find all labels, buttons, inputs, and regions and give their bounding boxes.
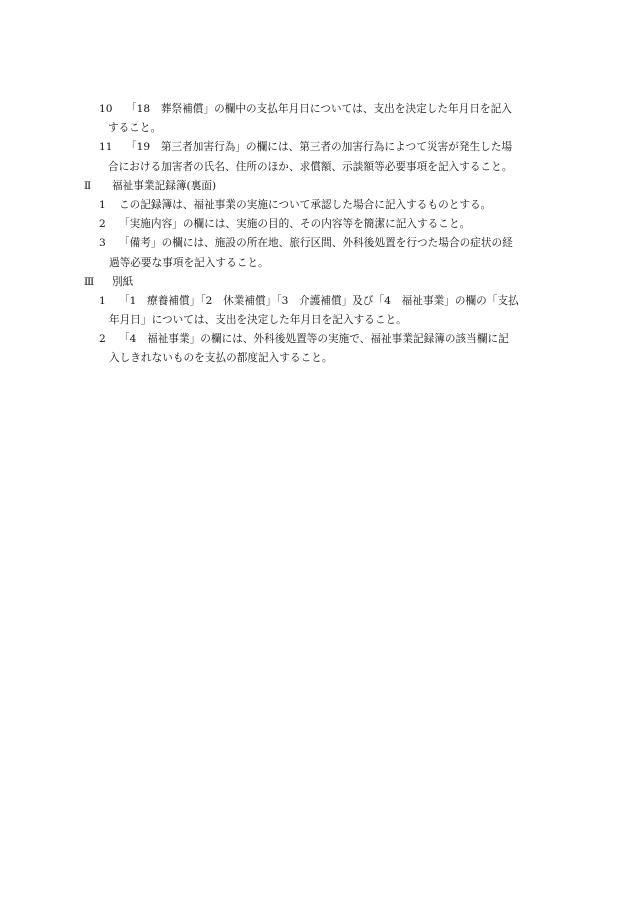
section-number: Ⅱ xyxy=(84,179,92,192)
section-title: 福祉事業記録簿(裏面) xyxy=(112,179,217,192)
list-item xyxy=(0,196,630,215)
item-number: 2 xyxy=(99,218,106,231)
item-text-line: 年月日」については、支出を決定した年月日を記入すること。 xyxy=(109,314,407,327)
item-number: 10 xyxy=(99,103,113,115)
section-heading-2 xyxy=(0,177,630,196)
item-number: 11 xyxy=(99,141,113,154)
list-item-11-continuation xyxy=(0,158,630,177)
item-text-line: 過等必要な事項を記入すること。 xyxy=(109,256,269,269)
document-body xyxy=(0,100,630,369)
item-text-line: 「4 福祉事業」の欄には、外科後処置等の実施で、福祉事業記録簿の該当欄に記 xyxy=(119,333,509,346)
item-text-line: 入しきれないものを支払の都度記入すること。 xyxy=(109,352,333,365)
item-number: 1 xyxy=(99,294,106,307)
list-item-continuation xyxy=(0,311,630,330)
list-item-continuation xyxy=(0,254,630,273)
item-text-line: この記録簿は、福祉事業の実施について承認した場合に記入するものとする。 xyxy=(119,198,492,211)
list-item-10-continuation xyxy=(0,119,630,138)
item-text-line: 「実施内容」の欄には、実施の目的、その内容等を簡潔に記入すること。 xyxy=(119,218,471,231)
list-item-11 xyxy=(0,138,630,157)
item-text-line: すること。 xyxy=(108,122,162,135)
list-item-10 xyxy=(0,100,630,119)
list-item xyxy=(0,234,630,253)
list-item-continuation xyxy=(0,349,630,368)
item-text-line: 「1 療養補償」「2 休業補償」「3 介護補償」及び「4 福祉事業」の欄の「支払 xyxy=(119,294,519,307)
item-number: 2 xyxy=(99,333,106,346)
section-number: Ⅲ xyxy=(84,275,95,288)
section-heading-3 xyxy=(0,273,630,292)
item-text-line: 「19 第三者加害行為」の欄には、第三者の加害行為によつて災害が発生した場 xyxy=(126,141,513,154)
item-number: 1 xyxy=(99,198,106,211)
list-item xyxy=(0,330,630,349)
list-item xyxy=(0,292,630,311)
section-title: 別紙 xyxy=(112,275,134,288)
item-number: 3 xyxy=(99,237,106,250)
item-text-line: 「備考」の欄には、施設の所在地、旅行区間、外科後処置を行つた場合の症状の経 xyxy=(119,237,513,250)
item-text-line: 合における加害者の氏名、住所のほか、求償額、示談額等必要事項を記入すること。 xyxy=(108,160,513,173)
item-text-line: 「18 葬祭補償」の欄中の支払年月日については、支出を決定した年月日を記入 xyxy=(126,103,512,115)
list-item xyxy=(0,215,630,234)
